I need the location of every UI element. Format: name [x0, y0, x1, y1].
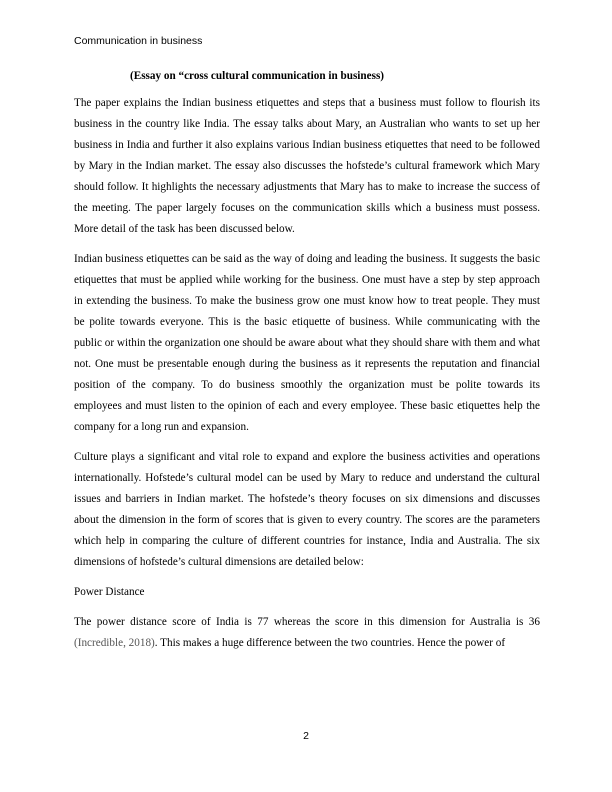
paragraph-power-distance-start: The power distance score of India is 77 whereas the score in this dimension for Australia is 36: [74, 616, 540, 628]
essay-title: (Essay on “cross cultural communication in business): [130, 70, 385, 82]
paragraph-power-distance: [74, 612, 540, 654]
citation: (Incredible, 2018): [74, 637, 155, 649]
paragraph-introduction: The paper explains the Indian business etiquettes and steps that a business must follow to flourish its business in the country like India. The essay talks about Mary, an Australian who wants to set up her business in India and further it also explains various Indian business etiquettes that need to be followed by Mary in the Indian market. The essay also discusses the hofstede’s cultural framework which Mary should follow. It highlights the necessary adjustments that Mary has to make to increase the success of the meeting. The paper largely focuses on the communication skills which a business must possess. More detail of the task has been discussed below.: [74, 97, 540, 235]
page-number: 2: [303, 730, 309, 742]
subheading-power-distance: Power Distance: [74, 586, 145, 598]
paragraph-hofstede-culture: Culture plays a significant and vital role to expand and explore the business activities and operations internationally. Hofstede’s cultural model can be used by Mary to reduce and understand the cultural issues and barriers in Indian market. The hofstede’s theory focuses on six dimensions and discusses about the dimension in the form of scores that is given to every country. The scores are the parameters which help in comparing the culture of different countries for instance, India and Australia. The six dimensions of hofstede’s cultural dimensions are detailed below:: [74, 451, 540, 568]
running-header: Communication in business: [74, 35, 203, 47]
document-body: [74, 66, 540, 663]
paragraph-power-distance-end: . This makes a huge difference between the two countries. Hence the power of: [154, 637, 506, 649]
paragraph-business-etiquettes: Indian business etiquettes can be said as the way of doing and leading the business. It suggests the basic etiquettes that must be applied while working for the business. One must have a step by step approach in extending the business. To make the business grow one must know how to treat people. They must be polite towards everyone. This is the basic etiquette of business. While communicating with the public or within the organization one should be aware about what they should share with them and what not. One must be presentable enough during the business as it represents the reputation and financial position of the company. To do business smoothly the organization must be polite towards its employees and must listen to the opinion of each and every employee. These basic etiquettes help the company for a long run and expansion.: [74, 253, 540, 433]
